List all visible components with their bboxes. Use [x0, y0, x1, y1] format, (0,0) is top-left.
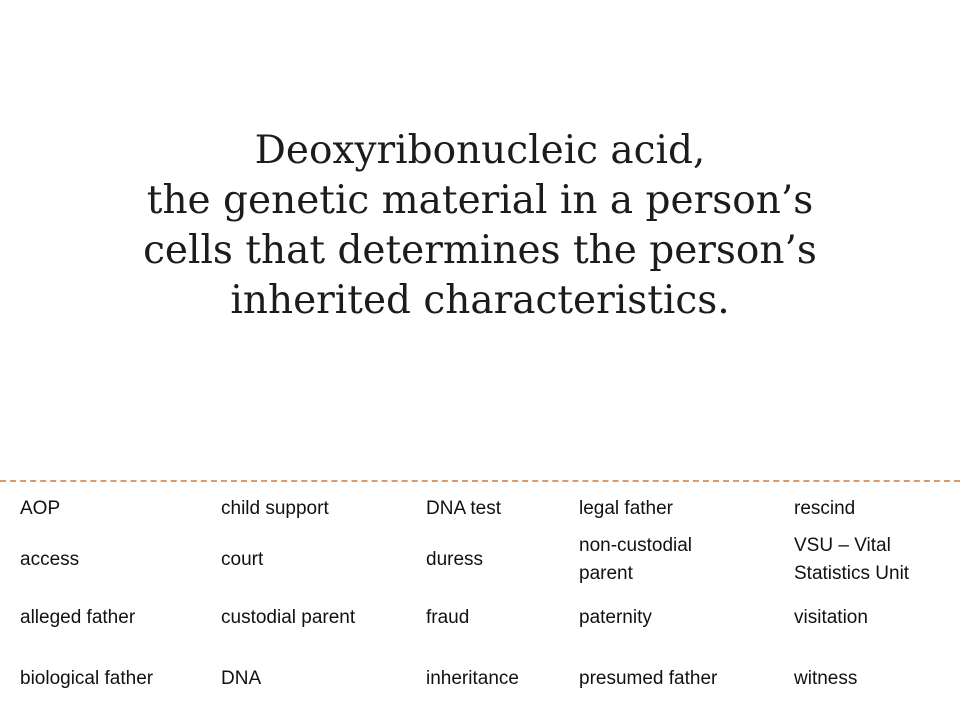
term-cell: DNA	[221, 668, 262, 689]
term-cell: custodial parent	[221, 607, 356, 628]
definition-line: the genetic material in a person’s	[146, 178, 814, 223]
dashed-divider	[0, 480, 960, 482]
term-cell: non-custodial parent	[579, 535, 693, 584]
term-cell: VSU – Vital Statistics Unit	[794, 535, 910, 584]
term-cell: presumed father	[579, 668, 718, 689]
table-row	[0, 528, 960, 592]
term-cell: biological father	[20, 668, 154, 689]
term-cell: paternity	[579, 607, 652, 628]
definition-line: Deoxyribonucleic acid,	[254, 128, 706, 173]
definition-line: inherited characteristics.	[230, 278, 730, 323]
table-row	[0, 490, 960, 528]
term-cell: AOP	[20, 498, 61, 519]
term-cell: alleged father	[20, 607, 136, 628]
term-cell: rescind	[794, 498, 856, 519]
term-cell: child support	[221, 498, 329, 519]
table-row	[0, 592, 960, 644]
vocabulary-table	[0, 490, 960, 714]
definition-text	[0, 126, 960, 326]
term-cell: access	[20, 549, 80, 570]
term-cell: DNA test	[426, 498, 501, 519]
term-cell: fraud	[426, 607, 470, 628]
term-cell: court	[221, 549, 264, 570]
table-row	[0, 644, 960, 714]
term-cell: visitation	[794, 607, 868, 628]
term-cell: duress	[426, 549, 484, 570]
term-cell: legal father	[579, 498, 674, 519]
term-cell: witness	[794, 668, 858, 689]
definition-line: cells that determines the person’s	[143, 228, 817, 273]
term-cell: inheritance	[426, 668, 519, 689]
